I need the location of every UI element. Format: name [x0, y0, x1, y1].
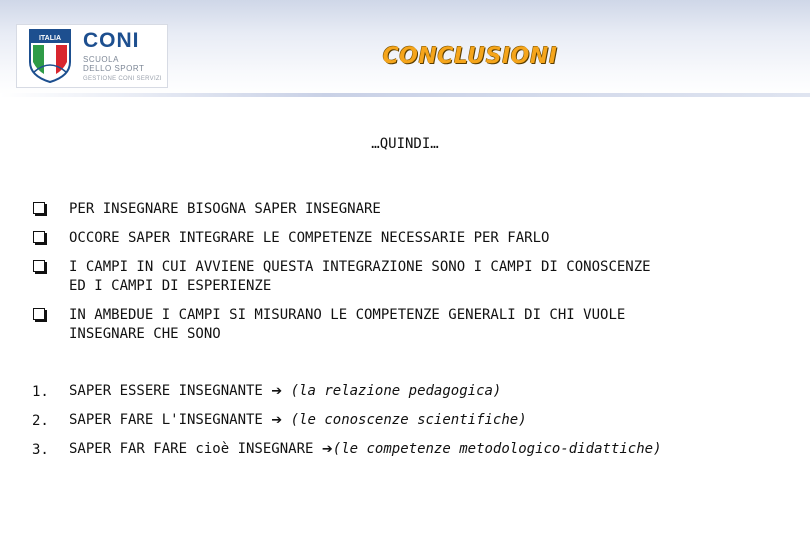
item-number: 3.	[32, 442, 49, 458]
bullet-line: I CAMPI IN CUI AVVIENE QUESTA INTEGRAZIONE SONO I CAMPI DI CONOSCENZE	[69, 259, 651, 275]
right-arrow-icon: ➔	[271, 413, 283, 428]
numbered-text	[69, 382, 789, 401]
bullet-line: IN AMBEDUE I CAMPI SI MISURANO LE COMPETENZE GENERALI DI CHI VUOLE	[69, 307, 626, 323]
right-arrow-icon: ➔	[321, 442, 333, 457]
coni-logo	[16, 24, 168, 88]
slide-title: CONCLUSIONI	[382, 44, 558, 69]
italia-shield-icon	[28, 28, 72, 84]
item-number: 1.	[32, 384, 49, 400]
bullet-text: OCCORE SAPER INTEGRARE LE COMPETENZE NECESSARIE PER FARLO	[69, 230, 550, 246]
bullet-text	[69, 306, 789, 344]
numbered-text	[69, 440, 789, 459]
logo-school-lines	[83, 55, 163, 73]
bullet-line: ED I CAMPI DI ESPERIENZE	[69, 278, 272, 294]
item-detail: (le conoscenze scientifiche)	[282, 412, 527, 428]
item-number: 2.	[32, 413, 49, 429]
checkbox-bullet-icon	[33, 231, 45, 243]
logo-line-3: GESTIONE CONI SERVIZI	[83, 76, 162, 82]
item-lead: SAPER ESSERE INSEGNANTE	[69, 383, 272, 399]
bullet-text	[69, 258, 789, 296]
item-lead: SAPER FAR FARE cioè INSEGNARE	[69, 441, 322, 457]
slide-subtitle: …QUINDI…	[371, 136, 439, 152]
logo-line-2: DELLO SPORT	[83, 64, 145, 73]
logo-line-1: SCUOLA	[83, 55, 119, 64]
numbered-text	[69, 411, 789, 430]
bullet-text: PER INSEGNARE BISOGNA SAPER INSEGNARE	[69, 201, 381, 217]
header-divider	[0, 93, 810, 97]
bullet-line: INSEGNARE CHE SONO	[69, 326, 221, 342]
badge-text: ITALIA	[38, 35, 62, 42]
checkbox-bullet-icon	[33, 308, 45, 320]
checkbox-bullet-icon	[33, 202, 45, 214]
right-arrow-icon: ➔	[271, 384, 283, 399]
item-detail: (le competenze metodologico-didattiche)	[332, 441, 662, 457]
item-lead: SAPER FARE L'INSEGNANTE	[69, 412, 272, 428]
item-detail: (la relazione pedagogica)	[282, 383, 502, 399]
logo-name: CONI	[83, 29, 140, 52]
checkbox-bullet-icon	[33, 260, 45, 272]
